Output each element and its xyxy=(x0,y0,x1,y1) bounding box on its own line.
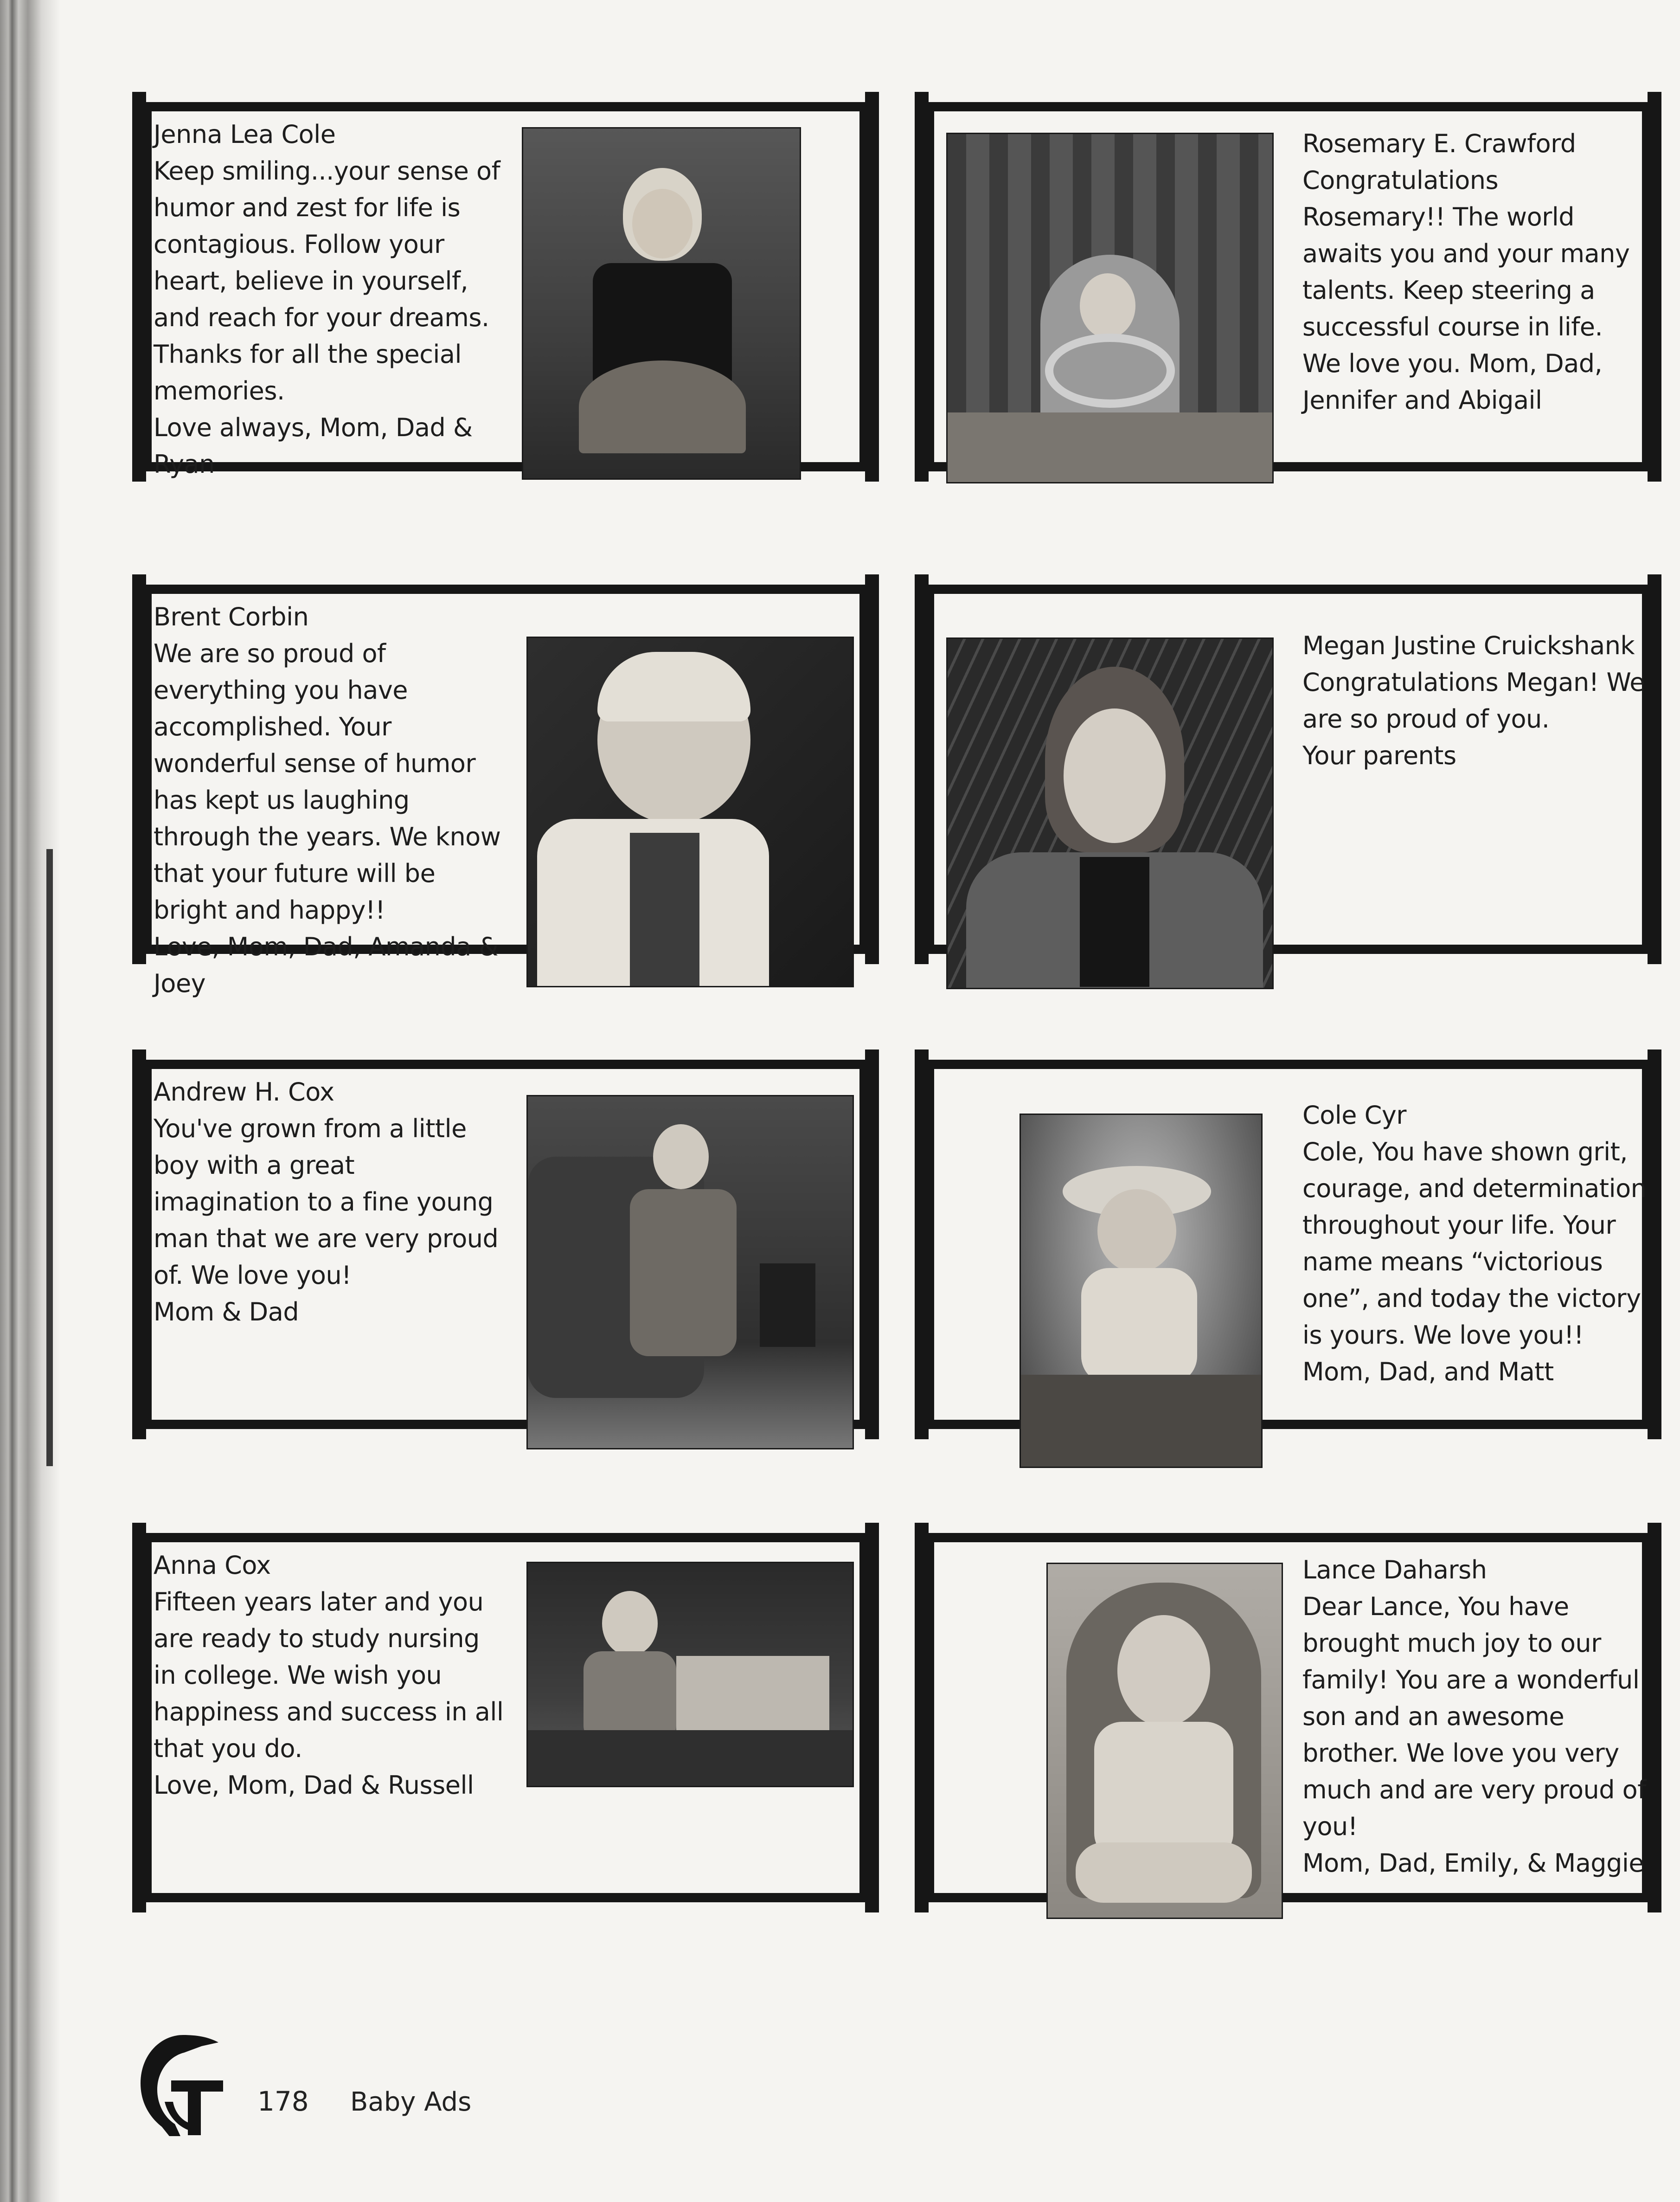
ad-signature: Your parents xyxy=(1302,741,1456,770)
ad-text xyxy=(154,599,504,1002)
child-photo xyxy=(946,637,1274,989)
trojan-helmet-logo-icon xyxy=(132,2032,234,2139)
baby-ad-cole-cyr xyxy=(915,1049,1661,1439)
section-title: Baby Ads xyxy=(350,2087,472,2117)
baby-ad-lance-daharsh xyxy=(915,1523,1661,1912)
child-name: Cole Cyr xyxy=(1302,1101,1406,1130)
ad-message: Congratulations Rosemary!! The world awaits you and your many talents. Keep steering a successful course in life. We love you. Mom, Dad, Jennifer and Abigail xyxy=(1302,166,1630,415)
ad-signature: Mom & Dad xyxy=(154,1297,299,1326)
baby-ad-megan-cruickshank xyxy=(915,574,1661,964)
baby-ad-andrew-cox xyxy=(132,1049,879,1439)
ad-text xyxy=(1302,1552,1655,1881)
ad-message: Cole, You have shown grit, courage, and determination throughout your life. Your name means “victorious one”, and today the victory is yours. We love you!! xyxy=(1302,1137,1647,1350)
ad-text xyxy=(154,116,504,483)
binding-spine xyxy=(46,849,53,1466)
ad-signature: Love, Mom, Dad, Amanda & Joey xyxy=(154,932,499,998)
ad-message: Congratulations Megan! We are so proud of you. xyxy=(1302,668,1645,734)
baby-ad-jenna-lea-cole xyxy=(132,92,879,482)
ad-signature: Love always, Mom, Dad & Ryan xyxy=(154,413,473,479)
child-photo xyxy=(522,127,801,480)
child-photo xyxy=(1046,1563,1283,1919)
child-photo xyxy=(526,1095,854,1449)
ad-message: Dear Lance, You have brought much joy to our family! You are a wonderful son and an awesome brother. We love you very much and are very proud of you! xyxy=(1302,1592,1646,1841)
child-name: Brent Corbin xyxy=(154,602,309,631)
ad-message: Keep smiling...your sense of humor and zest for life is contagious. Follow your heart, believe in yourself, and reach for your dreams. Thanks for all the special memories. xyxy=(154,156,500,406)
ad-text xyxy=(1302,125,1646,419)
child-name: Jenna Lea Cole xyxy=(154,120,336,149)
ad-text xyxy=(1302,1097,1655,1390)
child-photo xyxy=(526,637,854,987)
child-name: Rosemary E. Crawford xyxy=(1302,129,1576,158)
baby-ad-brent-corbin xyxy=(132,574,879,998)
ad-signature: Mom, Dad, Emily, & Maggie xyxy=(1302,1848,1644,1878)
child-name: Lance Daharsh xyxy=(1302,1555,1487,1584)
ad-message: You've grown from a little boy with a great imagination to a fine young man that we are very proud of. We love you! xyxy=(154,1114,499,1290)
ad-signature: Love, Mom, Dad & Russell xyxy=(154,1771,474,1800)
child-photo xyxy=(1020,1114,1263,1468)
ad-message: We are so proud of everything you have accomplished. Your wonderful sense of humor has kept us laughing through the years. We know that your future will be bright and happy!! xyxy=(154,639,501,925)
ad-signature: Mom, Dad, and Matt xyxy=(1302,1357,1554,1386)
ad-text xyxy=(1302,627,1655,774)
child-photo xyxy=(946,133,1274,483)
baby-ad-anna-cox xyxy=(132,1523,879,1912)
ad-message: Fifteen years later and you are ready to study nursing in college. We wish you happiness and success in all that you do. xyxy=(154,1587,504,1763)
page-binding-edge xyxy=(0,0,60,2202)
child-name: Andrew H. Cox xyxy=(154,1077,334,1107)
child-name: Anna Cox xyxy=(154,1551,271,1580)
ad-text xyxy=(154,1074,504,1330)
child-name: Megan Justine Cruickshank xyxy=(1302,631,1635,660)
ad-text xyxy=(154,1547,504,1803)
page-number: 178 xyxy=(257,2086,309,2117)
baby-ad-rosemary-crawford xyxy=(915,92,1661,482)
child-photo xyxy=(526,1562,854,1787)
